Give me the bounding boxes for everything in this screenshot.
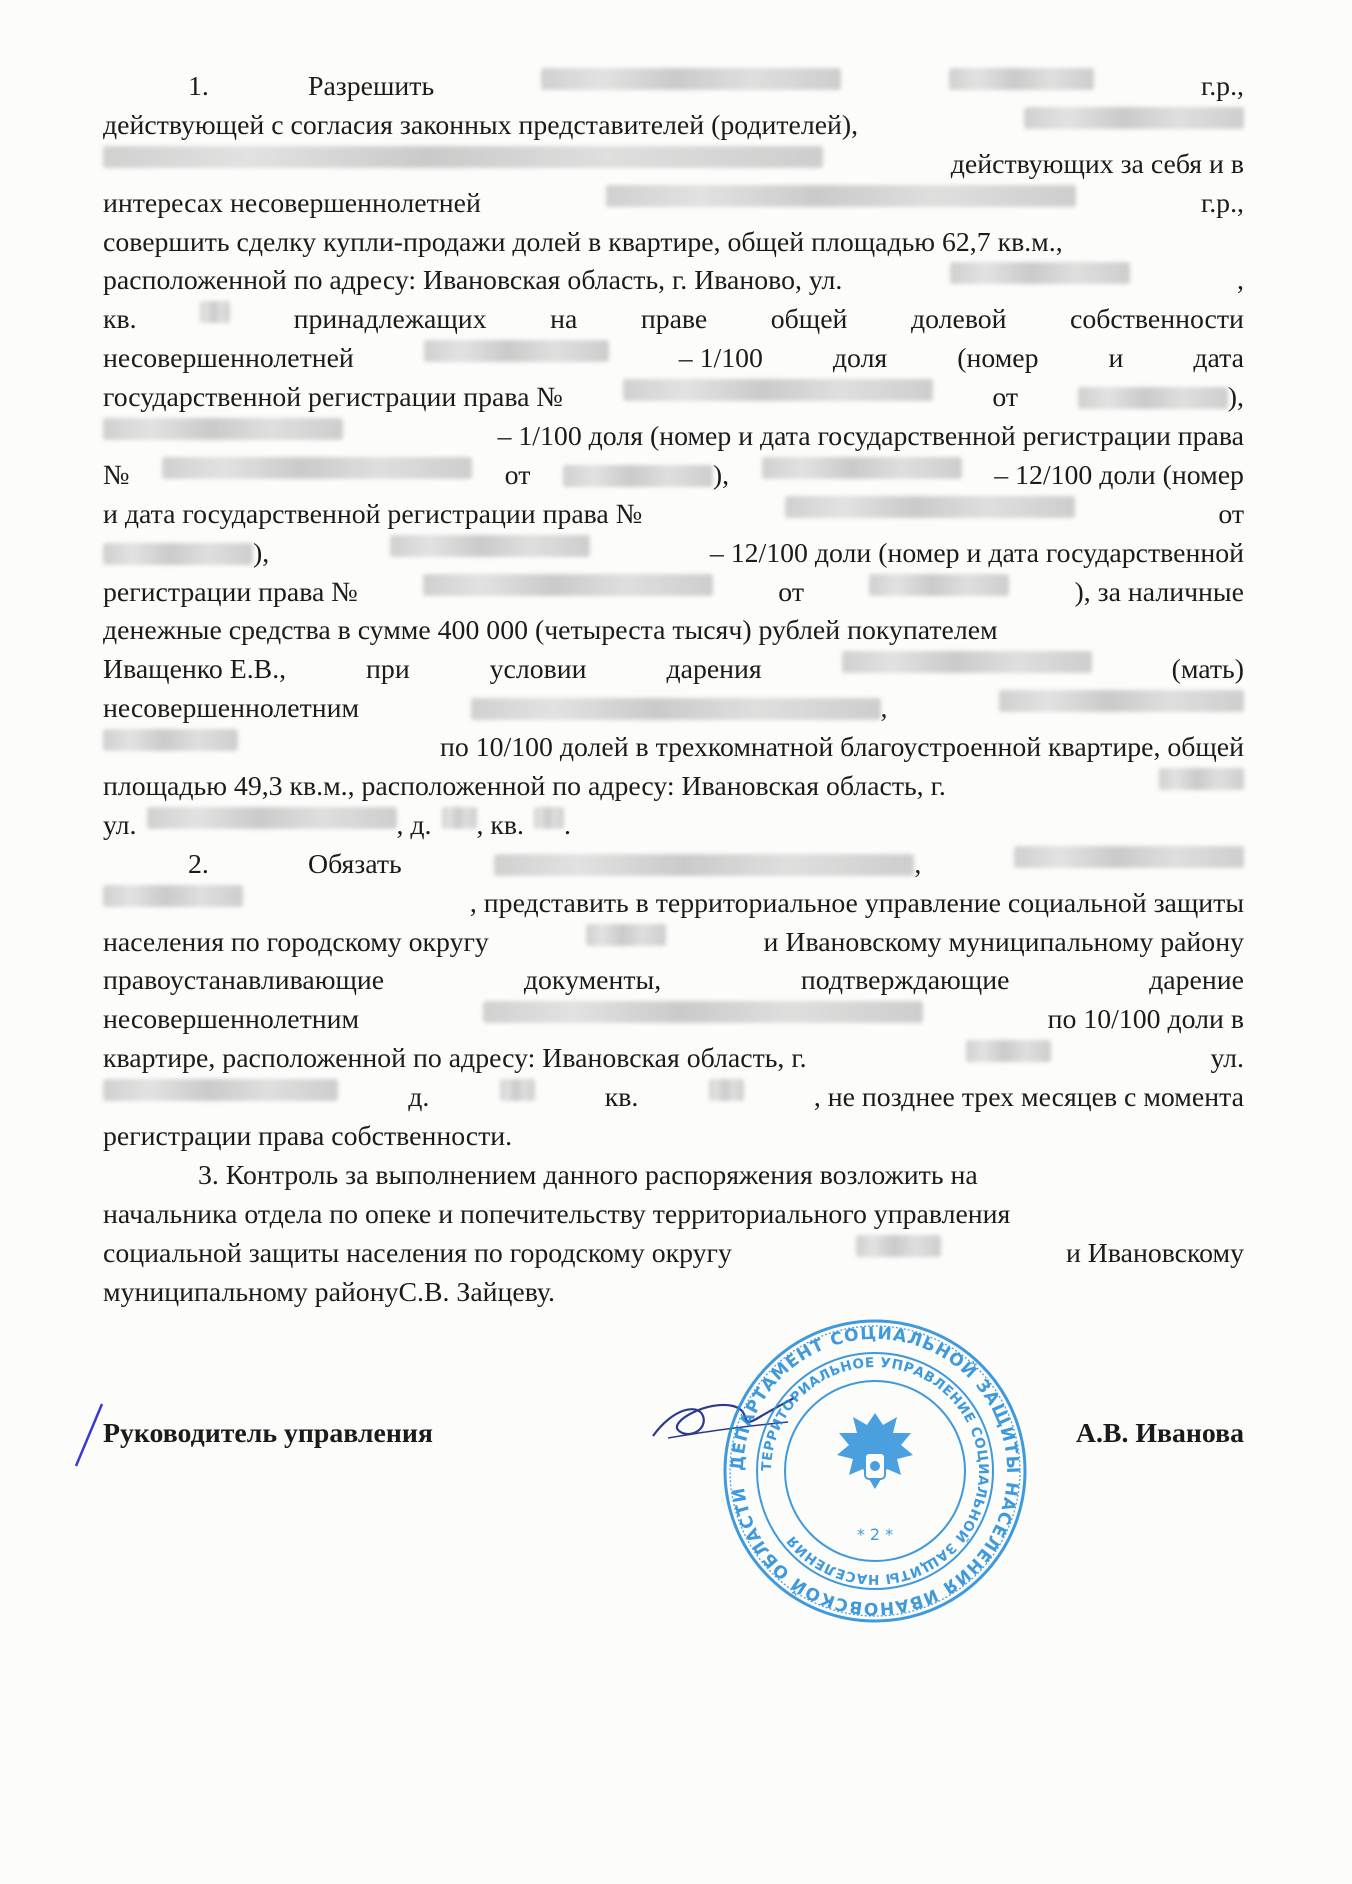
redacted-date xyxy=(1078,387,1228,409)
redacted-number xyxy=(200,301,230,323)
redacted-registration-number xyxy=(423,574,713,596)
redacted-number xyxy=(534,807,564,829)
redacted-street xyxy=(950,262,1130,284)
redacted-name xyxy=(103,418,343,440)
redacted-number xyxy=(709,1079,744,1101)
redacted-name xyxy=(483,1001,923,1023)
signer-position: Руководитель управления xyxy=(103,1418,433,1449)
redacted-name xyxy=(494,854,914,876)
redacted-number xyxy=(442,807,477,829)
redacted-city xyxy=(966,1040,1051,1062)
redacted-name xyxy=(424,340,609,362)
redacted-name xyxy=(999,690,1244,712)
redacted-date xyxy=(563,465,713,487)
redacted-city xyxy=(1159,768,1244,790)
stamp-center-mark: * 2 * xyxy=(856,1525,894,1544)
redacted-name xyxy=(390,535,590,557)
official-stamp xyxy=(722,1318,1028,1624)
coat-of-arms-icon xyxy=(837,1413,913,1489)
redacted-date xyxy=(949,68,1094,90)
redacted-name xyxy=(541,68,841,90)
redacted-registration-number xyxy=(785,496,1075,518)
redacted-name xyxy=(1024,107,1244,129)
redacted-name xyxy=(1014,846,1244,868)
redacted-city xyxy=(856,1235,941,1257)
redacted-street xyxy=(103,1079,338,1101)
redacted-name xyxy=(471,698,881,720)
redacted-name xyxy=(762,457,962,479)
redacted-registration-number xyxy=(162,457,472,479)
item-number: 2. xyxy=(188,848,209,880)
redacted-name xyxy=(103,885,243,907)
redacted-number xyxy=(500,1079,535,1101)
redacted-date xyxy=(869,574,1009,596)
paragraph-2: 2. Обязать , , представить в территориальное управление социальной защиты населения по городскому округу и Ивановскому муниципальному району правоустанавливающие документы, подтверждающие дарение несовершеннолетним по 10/100 доли в квартире, расположенной по адресу: Ивановская область, г. ул. д. кв. , не позднее трех месяцев с момента регистрации права собственности. xyxy=(103,846,1244,1157)
redacted-name xyxy=(103,146,823,168)
redacted-registration-number xyxy=(623,379,933,401)
redacted-city xyxy=(586,924,666,946)
svg-text:ТЕРРИТОРИАЛЬНОЕ УПРАВЛЕНИЕ СОЦ: ТЕРРИТОРИАЛЬНОЕ УПРАВЛЕНИЕ СОЦИАЛЬНОЙ ЗАЩИТЫ НАСЕЛЕНИЯ xyxy=(758,1354,992,1588)
redacted-street xyxy=(147,807,397,829)
redacted-date xyxy=(103,543,253,565)
paragraph-1: 1. Разрешить г.р., действующей с согласия законных представителей (родителей), действующих за себя и в интересах несовершеннолетней г.р., совершить сделку купли-продажи долей в квартире, общей площадью 62,7 кв.м., расположенной по адресу: Ивановская область, г. Иваново, ул. , кв. принадлежащих на праве общей долевой собственности несовершеннолетней – 1/100 доля (номер и дата государственной регистрации права № от ), – 1/100 доля (номер и дата государственной регистрации права № от ), – 12/100 доли (номер и дата государственной регистрации права № от ), – 12/100 доли (номер и дата государственной регистрации права № от ), за наличные денежные средства в сумме 400 000 (четыреста тысяч) рублей покупателем Иващенко Е.В., при условии дарения (мать) несовершеннолетним , по 10/100 долей в трехкомнатной благоустроенной квартире, общей площадью 49,3 кв.м., расположенной по адресу: Ивановская область, г. ул. , д. , кв. . xyxy=(103,68,1244,846)
item-number: 1. xyxy=(188,71,209,102)
redacted-name xyxy=(842,651,1092,673)
paragraph-3: 3. Контроль за выполнением данного распоряжения возложить на начальника отдела по опеке и попечительству территориального управления социальной защиты населения по городскому округу и Ивановскому муниципальному районуС.В. Зайцеву. xyxy=(103,1159,1244,1308)
signer-name: А.В. Иванова xyxy=(1075,1418,1244,1449)
redacted-name xyxy=(606,185,1076,207)
redacted-name xyxy=(103,729,238,751)
document-body xyxy=(103,68,1244,1313)
svg-text:ДЕПАРТАМЕНТ СОЦИАЛЬНОЙ ЗАЩИТЫ: ДЕПАРТАМЕНТ СОЦИАЛЬНОЙ ЗАЩИТЫ НАСЕЛЕНИЯ ИВАНОВСКОЙ ОБЛАСТИ xyxy=(727,1323,1023,1619)
